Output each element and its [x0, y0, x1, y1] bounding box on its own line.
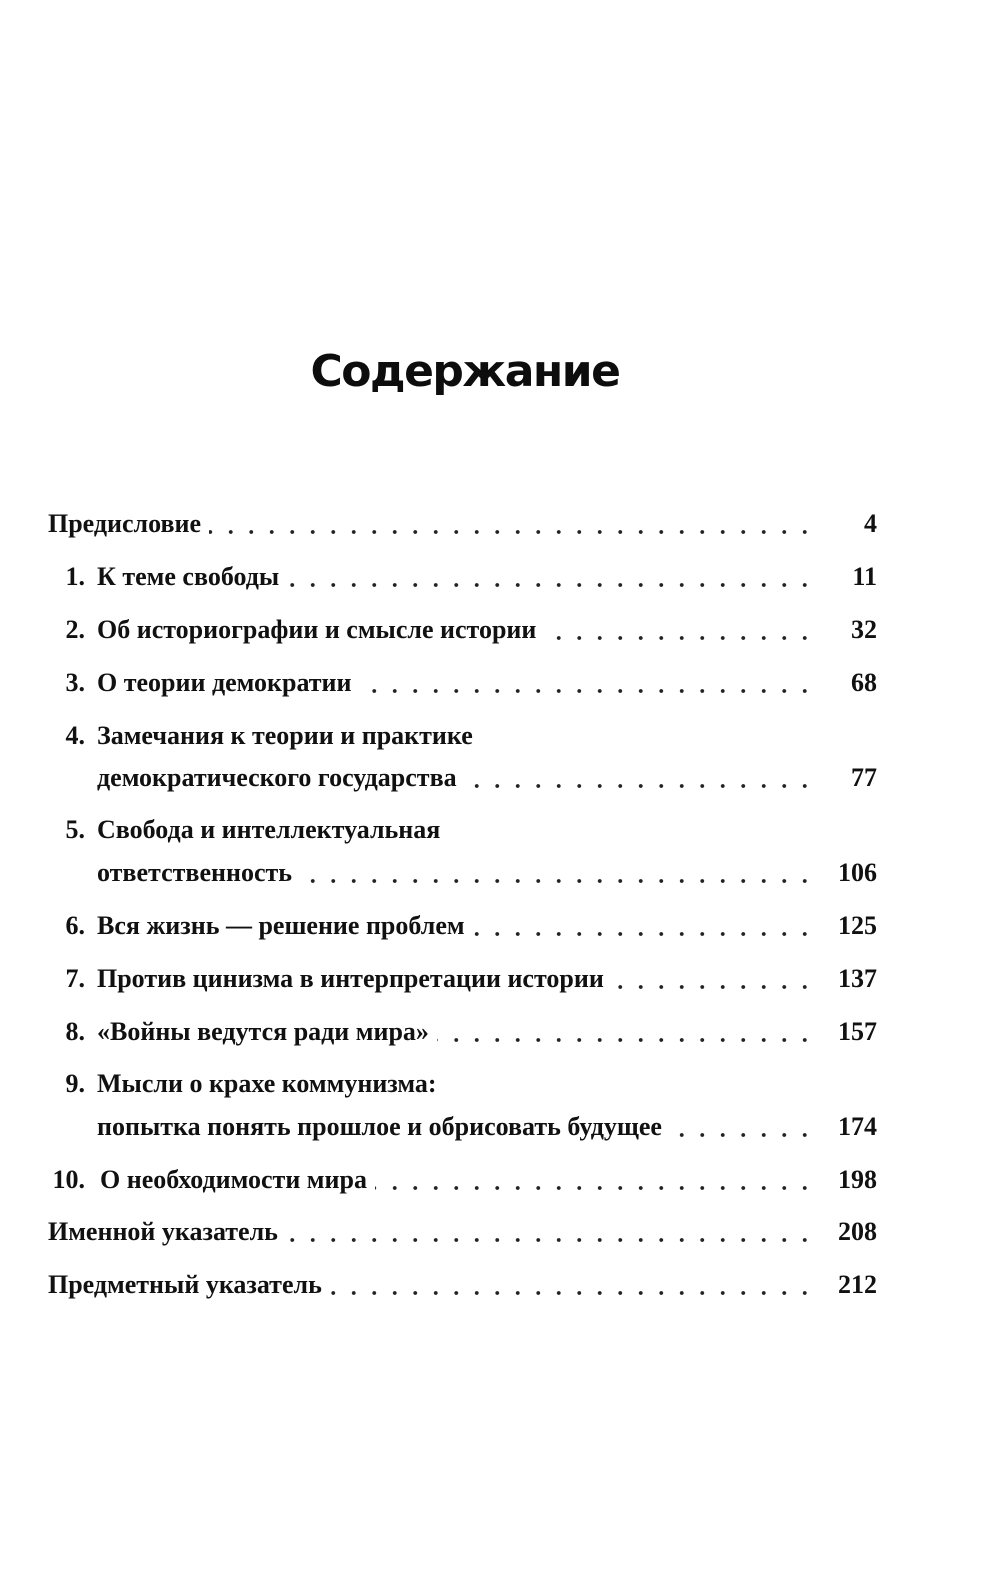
toc-entry-line[interactable]	[0, 720, 1000, 752]
dot-leader	[209, 508, 815, 540]
entry-number: 2.	[65, 615, 85, 644]
entry-page-number: 125	[838, 911, 877, 940]
dot-leader	[437, 1016, 815, 1048]
dot-leader	[473, 910, 815, 942]
entry-title: демократического государства	[97, 763, 457, 792]
toc-entry-line[interactable]	[0, 1164, 1000, 1196]
entry-page-number: 32	[851, 615, 877, 644]
entry-page-number: 212	[838, 1270, 877, 1299]
entry-title: Свобода и интеллектуальная	[97, 815, 441, 844]
toc-entry-line[interactable]	[0, 1016, 1000, 1048]
entry-number: 10.	[52, 1165, 85, 1194]
dot-leader	[360, 667, 815, 699]
toc-entry-line[interactable]	[0, 1216, 1000, 1248]
entry-page-number: 174	[838, 1112, 877, 1141]
toc-entry-line[interactable]	[0, 508, 1000, 540]
entry-page-number: 77	[851, 763, 877, 792]
entry-number: 9.	[65, 1069, 85, 1098]
entry-title: ответственность	[97, 858, 293, 887]
entry-page-number: 68	[851, 668, 877, 697]
page-title: Содержание	[310, 346, 620, 397]
entry-title: О необходимости мира	[100, 1165, 367, 1194]
dot-leader	[287, 561, 815, 593]
entry-title: К теме свободы	[97, 562, 280, 591]
entry-number: 1.	[65, 562, 85, 591]
entry-number: 4.	[65, 721, 85, 750]
entry-title: Предисловие	[48, 509, 202, 538]
entry-page-number: 198	[838, 1165, 877, 1194]
toc-entry-line	[0, 857, 1000, 889]
entry-title: Замечания к теории и практике	[97, 721, 473, 750]
entry-title: Вся жизнь — решение проблем	[97, 911, 465, 940]
entry-page-number: 157	[838, 1017, 877, 1046]
dot-leader	[300, 857, 815, 889]
entry-title: Мысли о крахе коммунизма:	[97, 1069, 437, 1098]
entry-number: 3.	[65, 668, 85, 697]
toc-entry-line[interactable]	[0, 667, 1000, 699]
entry-title: Предметный указатель	[48, 1270, 322, 1299]
toc-entry-line[interactable]	[0, 614, 1000, 646]
entry-page-number: 137	[838, 964, 877, 993]
entry-title: Об историографии и смысле истории	[97, 615, 537, 644]
entry-title: попытка понять прошлое и обрисовать будущее	[97, 1112, 662, 1141]
dot-leader	[544, 614, 815, 646]
toc-entry-line[interactable]	[0, 561, 1000, 593]
entry-page-number: 208	[838, 1217, 877, 1246]
entry-title: Именной указатель	[48, 1217, 278, 1246]
toc-entry-line[interactable]	[0, 963, 1000, 995]
entry-title: «Войны ведутся ради мира»	[97, 1017, 429, 1046]
dot-leader	[286, 1216, 815, 1248]
dot-leader	[670, 1111, 815, 1143]
entry-number: 5.	[65, 815, 85, 844]
entry-number: 6.	[65, 911, 85, 940]
entry-number: 7.	[65, 964, 85, 993]
dot-leader	[330, 1269, 815, 1301]
dot-leader	[465, 762, 815, 794]
toc-entry-line[interactable]	[0, 814, 1000, 846]
entry-title: О теории демократии	[97, 668, 352, 697]
toc-entry-line[interactable]	[0, 1068, 1000, 1100]
entry-page-number: 106	[838, 858, 877, 887]
dot-leader	[612, 963, 815, 995]
toc-entry-line[interactable]	[0, 1269, 1000, 1301]
toc-entry-line[interactable]	[0, 910, 1000, 942]
dot-leader	[375, 1164, 815, 1196]
toc-entry-line	[0, 762, 1000, 794]
entry-page-number: 4	[864, 509, 877, 538]
entry-number: 8.	[65, 1017, 85, 1046]
entry-page-number: 11	[852, 562, 877, 591]
entry-title: Против цинизма в интерпретации истории	[97, 964, 604, 993]
toc-entry-line	[0, 1111, 1000, 1143]
